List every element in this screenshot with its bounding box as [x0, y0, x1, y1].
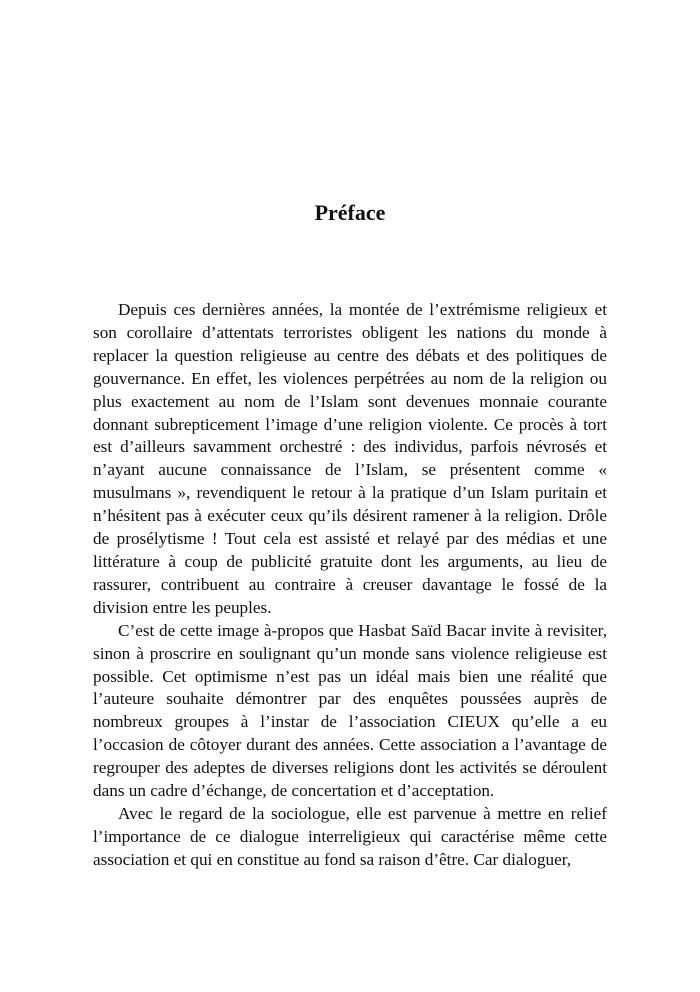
paragraph-2: C’est de cette image à-propos que Hasbat Saïd Bacar invite à revisiter, sinon à proscrire en soulignant qu’un monde sans violence religieuse est possible. Cet optimisme n’est pas un idéal mais bien une réalité que l’auteure souhaite démontrer par des enquêtes poussées auprès de nombreux groupes à l’instar de l’association CIEUX qu’elle a eu l’occasion de côtoyer durant des années. Cette association a l’avantage de regrouper des adeptes de diverses religions dont les activités se déroulent dans un cadre d’échange, de concertation et d’acceptation.: [93, 620, 607, 801]
preface-body: [93, 299, 607, 872]
paragraph-3: Avec le regard de la sociologue, elle est parvenue à mettre en relief l’importance de ce dialogue interreligieux qui caractérise même cette association et qui en constitue au fond sa raison d’être. Car dialoguer,: [93, 803, 607, 869]
page-title: Préface: [314, 200, 386, 225]
paragraph-1: Depuis ces dernières années, la montée de l’extrémisme religieux et son corollaire d’attentats terroristes obligent les nations du monde à replacer la question religieuse au centre des débats et des politiques de gouvernance. En effet, les violences perpétrées au nom de la religion ou plus exactement au nom de l’Islam sont devenues monnaie courante donnant subrepticement l’image d’une religion violente. Ce procès à tort est d’ailleurs savamment orchestré : des individus, parfois névrosés et n’ayant aucune connaissance de l’Islam, se présentent comme « musulmans », revendiquent le retour à la pratique d’un Islam puritain et n’hésitent pas à exécuter ceux qu’ils désirent ramener à la religion. Drôle de prosélytisme ! Tout cela est assisté et relayé par des médias et une littérature à coup de publicité gratuite dont les arguments, au lieu de rassurer, contribuent au contraire à creuser davantage le fossé de la division entre les peuples.: [93, 300, 607, 617]
